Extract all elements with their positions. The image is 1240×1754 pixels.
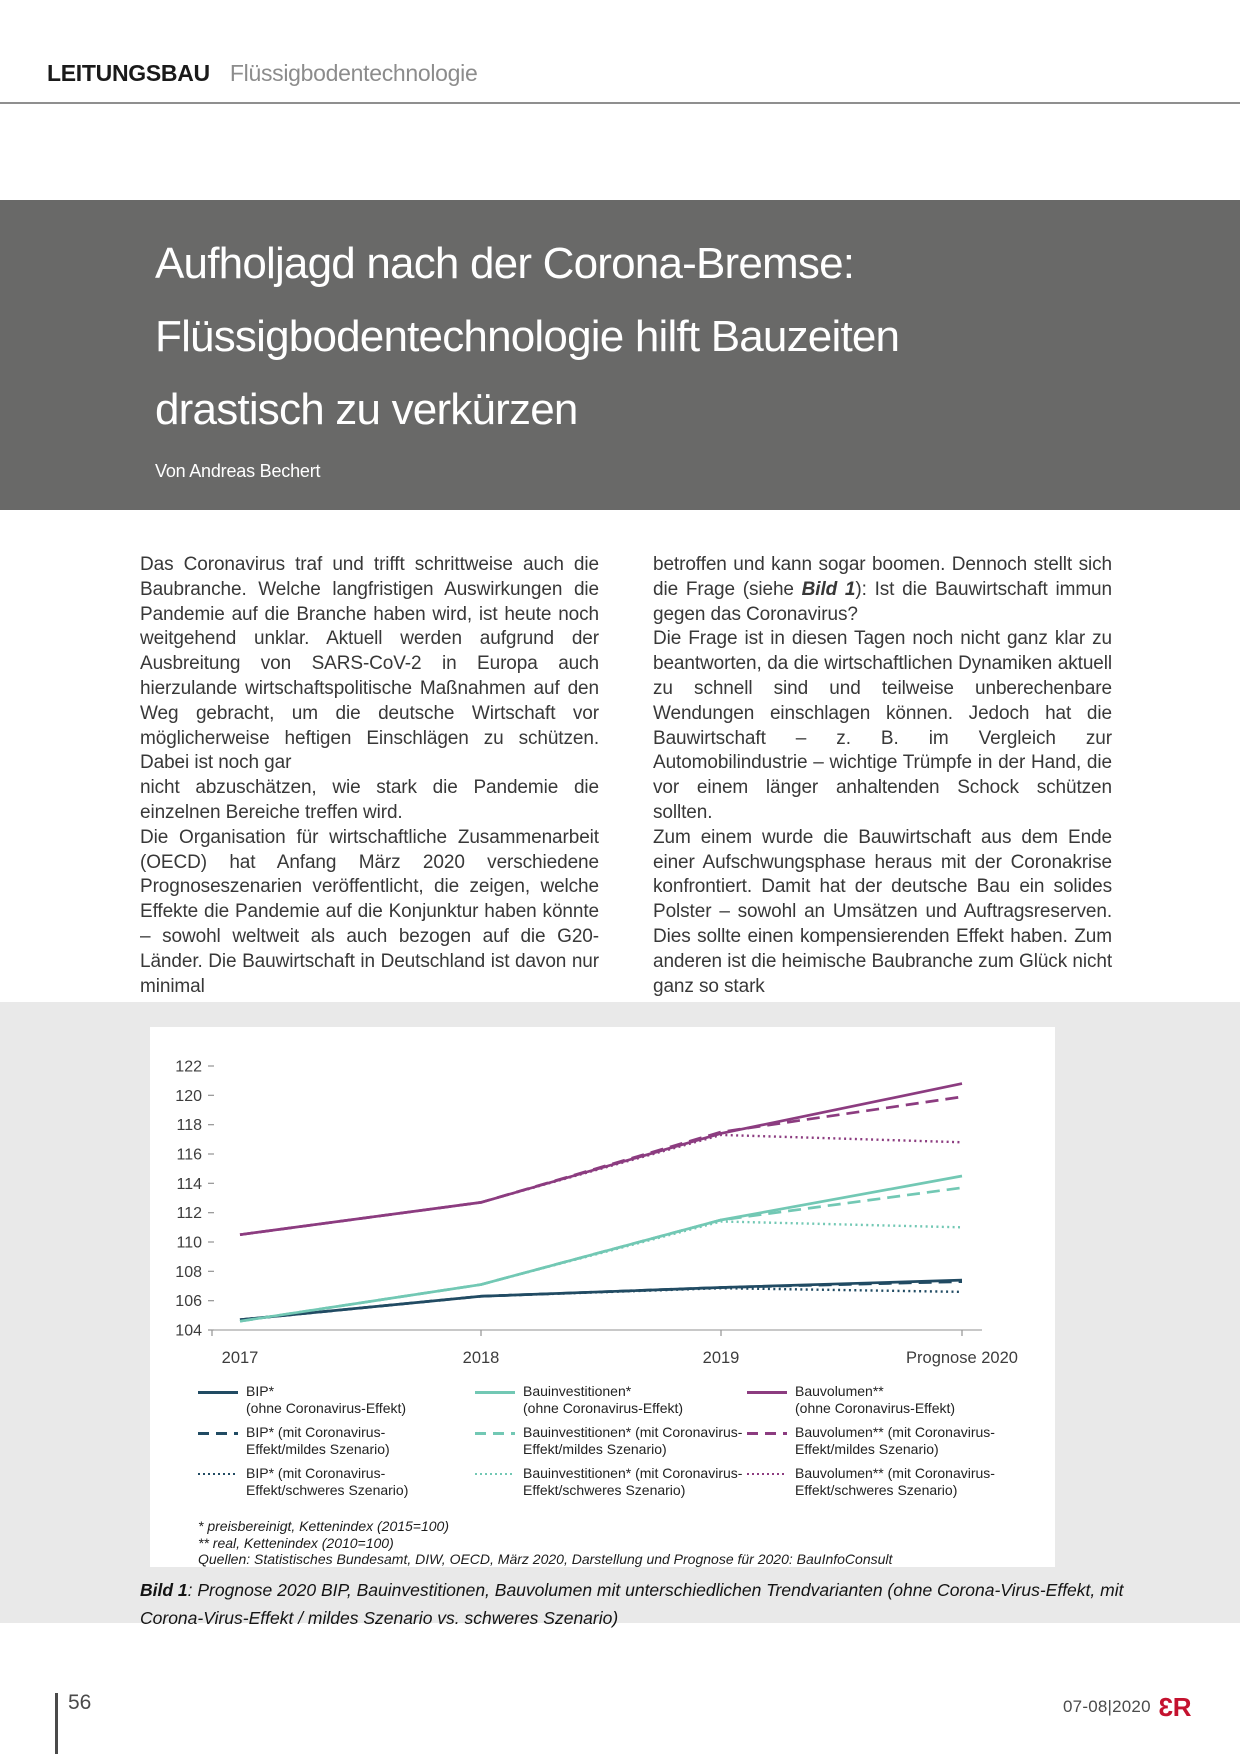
legend-label: BIP* (mit Coronavirus- Effekt/mildes Szenario) <box>246 1424 390 1457</box>
svg-text:118: 118 <box>176 1117 202 1135</box>
logo-r: R <box>1172 1692 1190 1722</box>
legend-dashed-line-swatch <box>475 1432 515 1435</box>
title-line-1: Aufholjagd nach der Corona-Bremse: <box>155 239 855 288</box>
chart-card <box>150 1027 1055 1567</box>
svg-text:122: 122 <box>175 1058 202 1076</box>
page-number: 56 <box>68 1691 92 1714</box>
legend-label: BIP* (ohne Coronavirus-Effekt) <box>246 1383 407 1416</box>
legend-item <box>198 1424 475 1458</box>
svg-text:116: 116 <box>176 1146 202 1164</box>
legend-item <box>198 1465 475 1499</box>
footnote-asterisk: * preisbereinigt, Kettenindex (2015=100) <box>198 1518 450 1534</box>
chart-footnotes <box>198 1518 1055 1568</box>
series-line <box>240 1084 962 1235</box>
legend-item <box>475 1465 747 1499</box>
footnote-sources: Quellen: Statistisches Bundesamt, DIW, OECD, März 2020, Darstellung und Prognose für 2020: BauInfoConsult <box>198 1551 893 1567</box>
prognose-line-chart <box>150 1027 1055 1375</box>
series-line <box>240 1188 962 1321</box>
legend-item <box>747 1383 997 1417</box>
section-label: LEITUNGSBAU <box>47 60 210 86</box>
svg-text:106: 106 <box>175 1293 202 1311</box>
series-line <box>240 1221 962 1321</box>
legend-label: BIP* (mit Coronavirus- Effekt/schweres Szenario) <box>246 1465 409 1498</box>
footer-bar <box>55 1693 58 1754</box>
legend-item <box>747 1465 997 1499</box>
figure-panel <box>0 1002 1240 1628</box>
legend-item <box>198 1383 475 1417</box>
paragraph: nicht abzuschätzen, wie stark die Pandemie die einzelnen Bereiche treffen wird. <box>140 777 599 823</box>
paragraph: Die Frage ist in diesen Tagen noch nicht ganz klar zu beantworten, da die wirtschaftlichen Dynamiken aktuell zu schnell sind und teilweise unberechenbare Wendungen einschlagen können. Jedoch hat die Bauwirtschaft – z. B. im Vergleich zur Automobilindustrie – wichtige Trümpfe in der Hand, die vor einem länger anhaltenden Schock schützen sollten. <box>653 628 1112 823</box>
svg-text:110: 110 <box>176 1234 202 1252</box>
legend-solid-line-swatch <box>198 1391 238 1394</box>
legend-label: Bauvolumen** (mit Coronavirus- Effekt/schweres Szenario) <box>795 1465 995 1498</box>
legend-solid-line-swatch <box>475 1391 515 1394</box>
svg-text:2019: 2019 <box>702 1349 740 1367</box>
page-header <box>47 60 477 87</box>
svg-text:Prognose 2020: Prognose 2020 <box>906 1349 1018 1367</box>
header-rule <box>0 102 1240 104</box>
legend-item <box>475 1383 747 1417</box>
title-block <box>0 200 1240 510</box>
legend-solid-line-swatch <box>747 1391 787 1394</box>
legend-dashed-line-swatch <box>198 1432 238 1435</box>
figure-caption-label: Bild 1 <box>140 1580 188 1600</box>
svg-text:114: 114 <box>176 1175 202 1193</box>
footer-issue-block <box>1063 1694 1190 1720</box>
author-byline: Von Andreas Bechert <box>155 461 321 481</box>
svg-text:108: 108 <box>175 1263 202 1281</box>
article-column-right <box>653 553 1112 999</box>
chart-legend <box>198 1383 1055 1506</box>
paragraph: Das Coronavirus traf und trifft schrittweise auch die Baubranche. Welche langfristigen Auswirkungen die Pandemie auf die Branche haben wird, ist heute noch weitgehend unklar. Aktuell werden aufgrund der Ausbreitung von SARS-CoV-2 in Europa auch hierzulande wirtschaftspolitische Maßnahmen auf den Weg gebracht, um die deutsche Wirtschaft vor möglicherweise heftigen Einschlägen zu schützen. Dabei ist noch gar <box>140 554 599 774</box>
legend-dotted-line-swatch <box>198 1473 238 1475</box>
legend-label: Bauvolumen** (mit Coronavirus- Effekt/mildes Szenario) <box>795 1424 995 1457</box>
svg-text:120: 120 <box>175 1087 202 1105</box>
figure-caption-text: : Prognose 2020 BIP, Bauinvestitionen, Bauvolumen mit unterschiedlichen Trendvarianten (ohne Corona-Virus-Effekt, mit Corona-Virus-Effekt / mildes Szenario vs. schweres Szenario) <box>140 1580 1124 1628</box>
footnote-double-asterisk: ** real, Kettenindex (2010=100) <box>198 1534 394 1551</box>
svg-text:2017: 2017 <box>221 1349 259 1367</box>
legend-label: Bauinvestitionen* (mit Coronavirus- Effekt/mildes Szenario) <box>523 1424 743 1457</box>
svg-text:2018: 2018 <box>462 1349 500 1367</box>
title-line-2: Flüssigbodentechnologie hilft Bauzeiten <box>155 312 900 361</box>
series-line <box>240 1280 962 1320</box>
paragraph: Die Organisation für wirtschaftliche Zusammenarbeit (OECD) hat Anfang März 2020 verschiedene Prognoseszenarien veröffentlicht, die zeigen, welche Effekte die Pandemie auf die Konjunktur haben könnte – sowohl weltweit als auch bezogen auf die G20-Länder. Die Bauwirtschaft in Deutschland ist davon nur minimal <box>140 826 599 997</box>
legend-item <box>747 1424 997 1458</box>
svg-text:104: 104 <box>175 1322 202 1340</box>
legend-dashed-line-swatch <box>747 1432 787 1435</box>
paragraph: Zum einem wurde die Bauwirtschaft aus dem Ende einer Aufschwungsphase heraus mit der Coronakrise konfrontiert. Damit hat der deutsche Bau ein solides Polster – sowohl an Umsätzen und Auftragsreserven. Dies sollte einen kompensierenden Effekt haben. Zum anderen ist die heimische Baubranche zum Glück nicht ganz so stark <box>653 826 1112 997</box>
logo-flipped-3: 3 <box>1159 1692 1173 1722</box>
legend-item <box>475 1424 747 1458</box>
article-column-left <box>140 553 599 999</box>
journal-logo <box>1160 1694 1190 1720</box>
article-title <box>155 227 1240 446</box>
issue-date: 07-08|2020 <box>1063 1697 1151 1716</box>
legend-dotted-line-swatch <box>475 1473 515 1475</box>
legend-label: Bauinvestitionen* (ohne Coronavirus-Effekt) <box>523 1383 684 1416</box>
paragraph: betroffen und kann sogar boomen. Dennoch stellt sich die Frage (siehe Bild 1): Ist die Bauwirtschaft immun gegen das Coronavirus? <box>653 554 1112 625</box>
legend-label: Bauvolumen** (ohne Coronavirus-Effekt) <box>795 1383 956 1416</box>
figure-caption <box>140 1576 1125 1632</box>
series-line <box>240 1097 962 1235</box>
legend-dotted-line-swatch <box>747 1473 787 1475</box>
legend-label: Bauinvestitionen* (mit Coronavirus- Effekt/schweres Szenario) <box>523 1465 743 1498</box>
series-line <box>240 1176 962 1321</box>
svg-text:112: 112 <box>176 1205 202 1223</box>
article-body <box>140 553 1112 999</box>
topic-label: Flüssigbodentechnologie <box>229 60 478 86</box>
title-line-3: drastisch zu verkürzen <box>155 385 578 434</box>
series-line <box>240 1282 962 1320</box>
